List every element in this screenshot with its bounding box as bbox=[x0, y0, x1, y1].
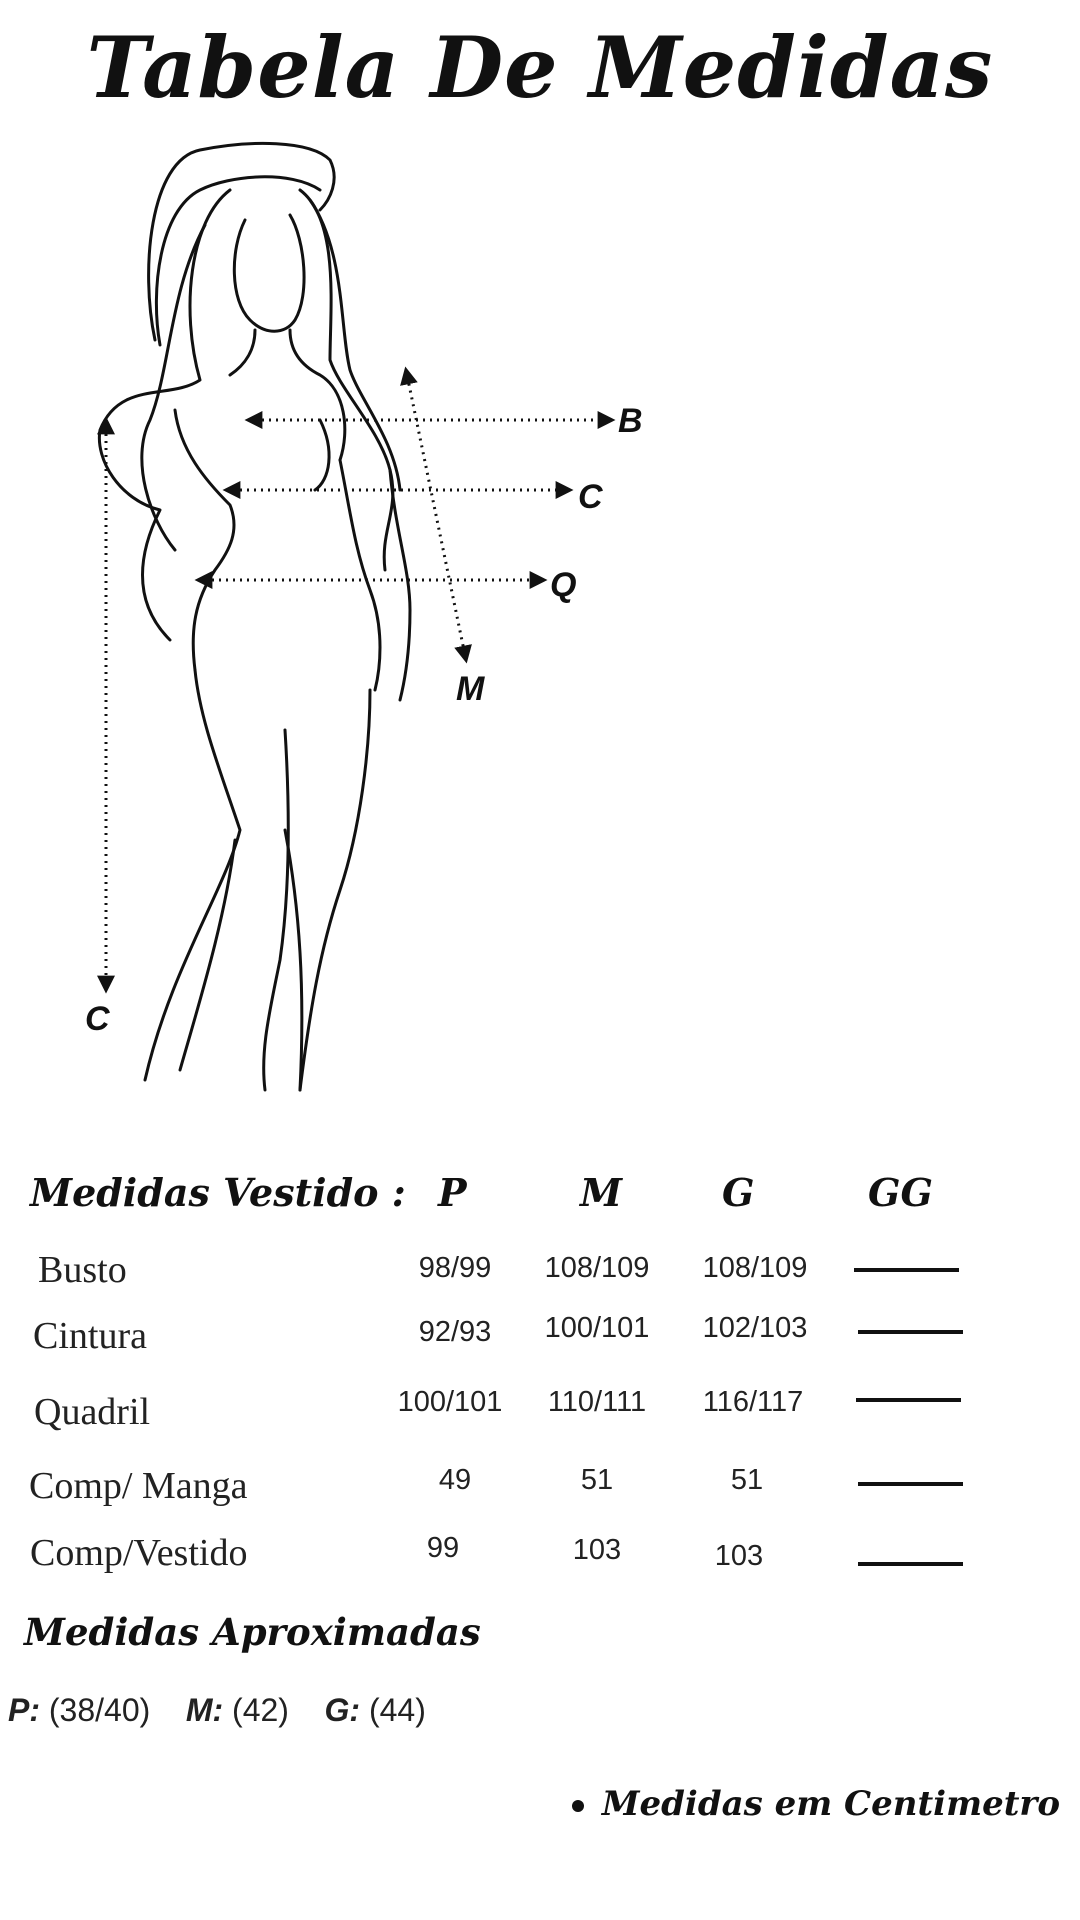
cell-quadril-m: 110/111 bbox=[547, 1386, 647, 1418]
cell-vestido-m: 103 bbox=[572, 1534, 622, 1566]
cell-cintura-p: 92/93 bbox=[418, 1316, 492, 1348]
cell-vestido-gg-empty bbox=[858, 1562, 963, 1566]
cell-cintura-m: 100/101 bbox=[544, 1312, 650, 1344]
cell-vestido-p: 99 bbox=[426, 1532, 460, 1564]
cell-quadril-p: 100/101 bbox=[397, 1386, 503, 1418]
approx-title: Medidas Aproximadas bbox=[24, 1610, 481, 1654]
cell-manga-gg-empty bbox=[858, 1482, 963, 1486]
table-header: Medidas Vestido : bbox=[30, 1170, 406, 1215]
approx-value-p: (38/40) bbox=[48, 1692, 151, 1728]
page-title: Tabela De Medidas bbox=[86, 18, 994, 117]
approx-value-g: (44) bbox=[368, 1692, 426, 1728]
size-header-m: M bbox=[580, 1170, 623, 1215]
cell-busto-m: 108/109 bbox=[544, 1252, 650, 1284]
label-quadril: Q bbox=[550, 566, 577, 604]
size-header-p: P bbox=[438, 1170, 467, 1215]
unit-note bbox=[572, 1784, 1060, 1824]
cell-busto-g: 108/109 bbox=[702, 1252, 808, 1284]
cell-manga-p: 49 bbox=[438, 1464, 472, 1496]
cell-manga-m: 51 bbox=[580, 1464, 614, 1496]
row-label-comp-manga: Comp/ Manga bbox=[29, 1465, 248, 1507]
label-busto: B bbox=[618, 402, 643, 440]
cell-vestido-g: 103 bbox=[714, 1540, 764, 1572]
cell-cintura-g: 102/103 bbox=[702, 1312, 808, 1344]
cell-manga-g: 51 bbox=[730, 1464, 764, 1496]
approx-size-m: M: bbox=[185, 1692, 224, 1728]
row-label-quadril: Quadril bbox=[34, 1391, 151, 1433]
size-header-gg: GG bbox=[868, 1170, 933, 1215]
row-label-busto: Busto bbox=[38, 1249, 127, 1291]
label-cintura: C bbox=[578, 478, 603, 516]
approx-size-g: G: bbox=[324, 1692, 361, 1728]
approx-value-m: (42) bbox=[232, 1692, 289, 1728]
bullet-icon bbox=[572, 1800, 584, 1812]
row-label-cintura: Cintura bbox=[33, 1315, 147, 1357]
cell-busto-gg-empty bbox=[854, 1268, 959, 1272]
cell-cintura-gg-empty bbox=[858, 1330, 963, 1334]
cell-quadril-gg-empty bbox=[856, 1398, 961, 1402]
cell-busto-p: 98/99 bbox=[418, 1252, 492, 1284]
approx-sizes bbox=[8, 1692, 426, 1729]
label-comprimento: C bbox=[85, 1000, 110, 1038]
size-header-g: G bbox=[722, 1170, 755, 1215]
unit-note-text: Medidas em Centimetro bbox=[601, 1784, 1060, 1824]
cell-quadril-g: 116/117 bbox=[702, 1386, 804, 1418]
label-manga: M bbox=[456, 670, 485, 708]
row-label-comp-vestido: Comp/Vestido bbox=[30, 1532, 248, 1574]
body-silhouette-illustration bbox=[0, 130, 700, 1130]
approx-size-p: P: bbox=[8, 1692, 40, 1728]
